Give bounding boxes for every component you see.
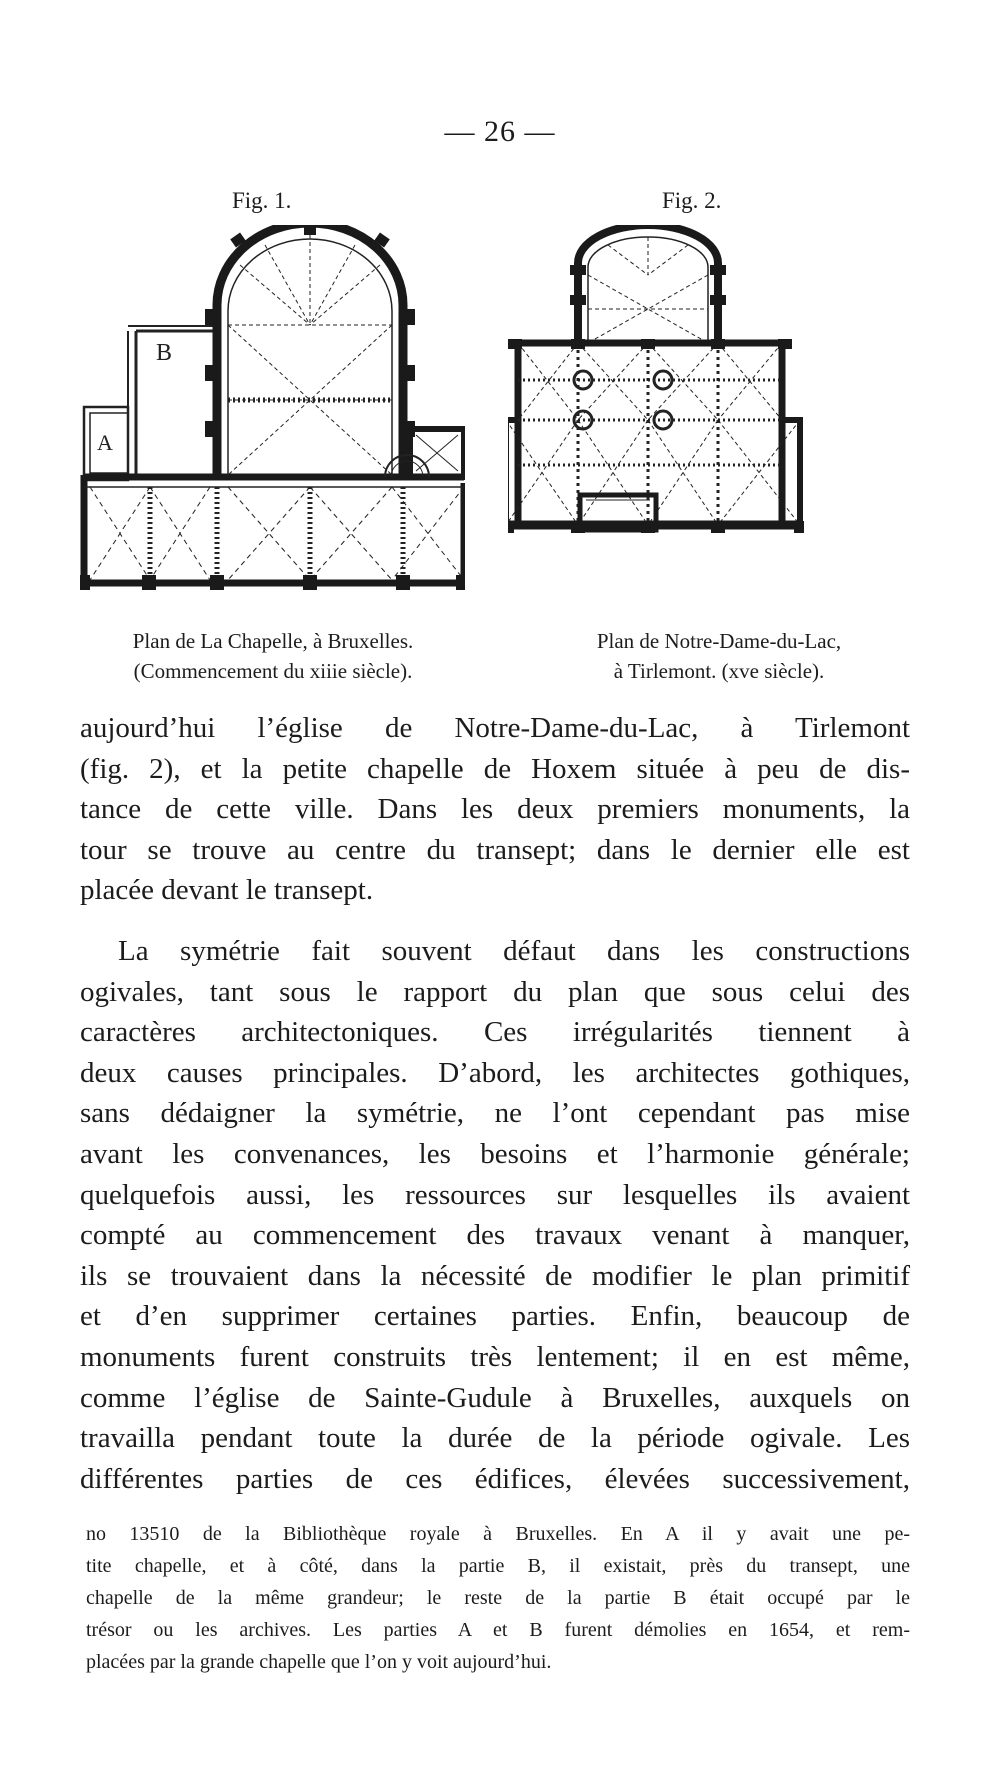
- text-line: compté au commencement des travaux venant à manquer,: [80, 1219, 910, 1252]
- text-line: tance de cette ville. Dans les deux premiers monuments, la: [80, 793, 910, 826]
- text-line: sans dédaigner la symétrie, ne l’ont cependant pas mise: [80, 1097, 910, 1130]
- text-line: caractères architectoniques. Ces irrégularités tiennent à: [80, 1016, 910, 1049]
- text-line: travailla pendant toute la durée de la période ogivale. Les: [80, 1422, 910, 1455]
- figure-1-label: Fig. 1.: [232, 188, 292, 213]
- floor-plan-notre-dame-du-lac: [508, 225, 908, 600]
- text-line: ils se trouvaient dans la nécessité de modifier le plan primitif: [80, 1259, 910, 1292]
- text-line: deux causes principales. D’abord, les architectes gothiques,: [80, 1056, 910, 1089]
- figure-2-caption: [524, 626, 914, 686]
- text-line: (fig. 2), et la petite chapelle de Hoxem située à peu de dis-: [80, 752, 910, 785]
- footnote-line: no 13510 de la Bibliothèque royale à Bruxelles. En A il y avait une pe-: [86, 1523, 910, 1545]
- text-line: monuments furent construits très lentement; il en est même,: [80, 1340, 910, 1373]
- text-line: aujourd’hui l’église de Notre-Dame-du-Lac, à Tirlemont: [80, 712, 910, 744]
- page-number: — 26 —: [444, 115, 556, 148]
- text-line: différentes parties de ces édifices, élevées successivement,: [80, 1462, 910, 1495]
- floor-plan-la-chapelle: [80, 225, 465, 590]
- footnote-line: chapelle de la même grandeur; le reste de la partie B était occupé par le: [86, 1587, 910, 1609]
- footnote-line: trésor ou les archives. Les parties A et B furent démolies en 1654, et rem-: [86, 1619, 910, 1641]
- figure-1-caption-line-1: Plan de La Chapelle, à Bruxelles.: [132, 629, 414, 653]
- text-line: tour se trouve au centre du transept; dans le dernier elle est: [80, 833, 910, 866]
- text-line: avant les convenances, les besoins et l’harmonie générale;: [80, 1137, 910, 1170]
- text-line: La symétrie fait souvent défaut dans les constructions: [118, 935, 910, 967]
- body-paragraph-2: [80, 931, 910, 1499]
- body-paragraph-1: [80, 708, 910, 911]
- text-line: et d’en supprimer certaines parties. Enfin, beaucoup de: [80, 1300, 910, 1333]
- figure-1-caption-line-2: (Commencement du xiiie siècle).: [133, 659, 413, 683]
- text-line: quelquefois aussi, les ressources sur lesquelles ils avaient: [80, 1178, 910, 1211]
- room-a-label: A: [97, 430, 113, 455]
- figure-2-label: Fig. 2.: [662, 188, 722, 213]
- figure-1-caption: [78, 626, 468, 686]
- text-line: comme l’église de Sainte-Gudule à Bruxelles, auxquels on: [80, 1381, 910, 1414]
- footnote: [86, 1518, 910, 1678]
- text-line: ogivales, tant sous le rapport du plan que sous celui des: [80, 975, 910, 1008]
- footnote-line: tite chapelle, et à côté, dans la partie B, il existait, près du transept, une: [86, 1555, 910, 1577]
- figure-2-caption-line-2: à Tirlemont. (xve siècle).: [613, 659, 825, 683]
- figure-2-caption-line-1: Plan de Notre-Dame-du-Lac,: [596, 629, 842, 653]
- text-line: placée devant le transept.: [80, 874, 374, 907]
- room-b-label: B: [156, 340, 173, 366]
- footnote-line: placées par la grande chapelle que l’on y voit aujourd’hui.: [86, 1651, 552, 1673]
